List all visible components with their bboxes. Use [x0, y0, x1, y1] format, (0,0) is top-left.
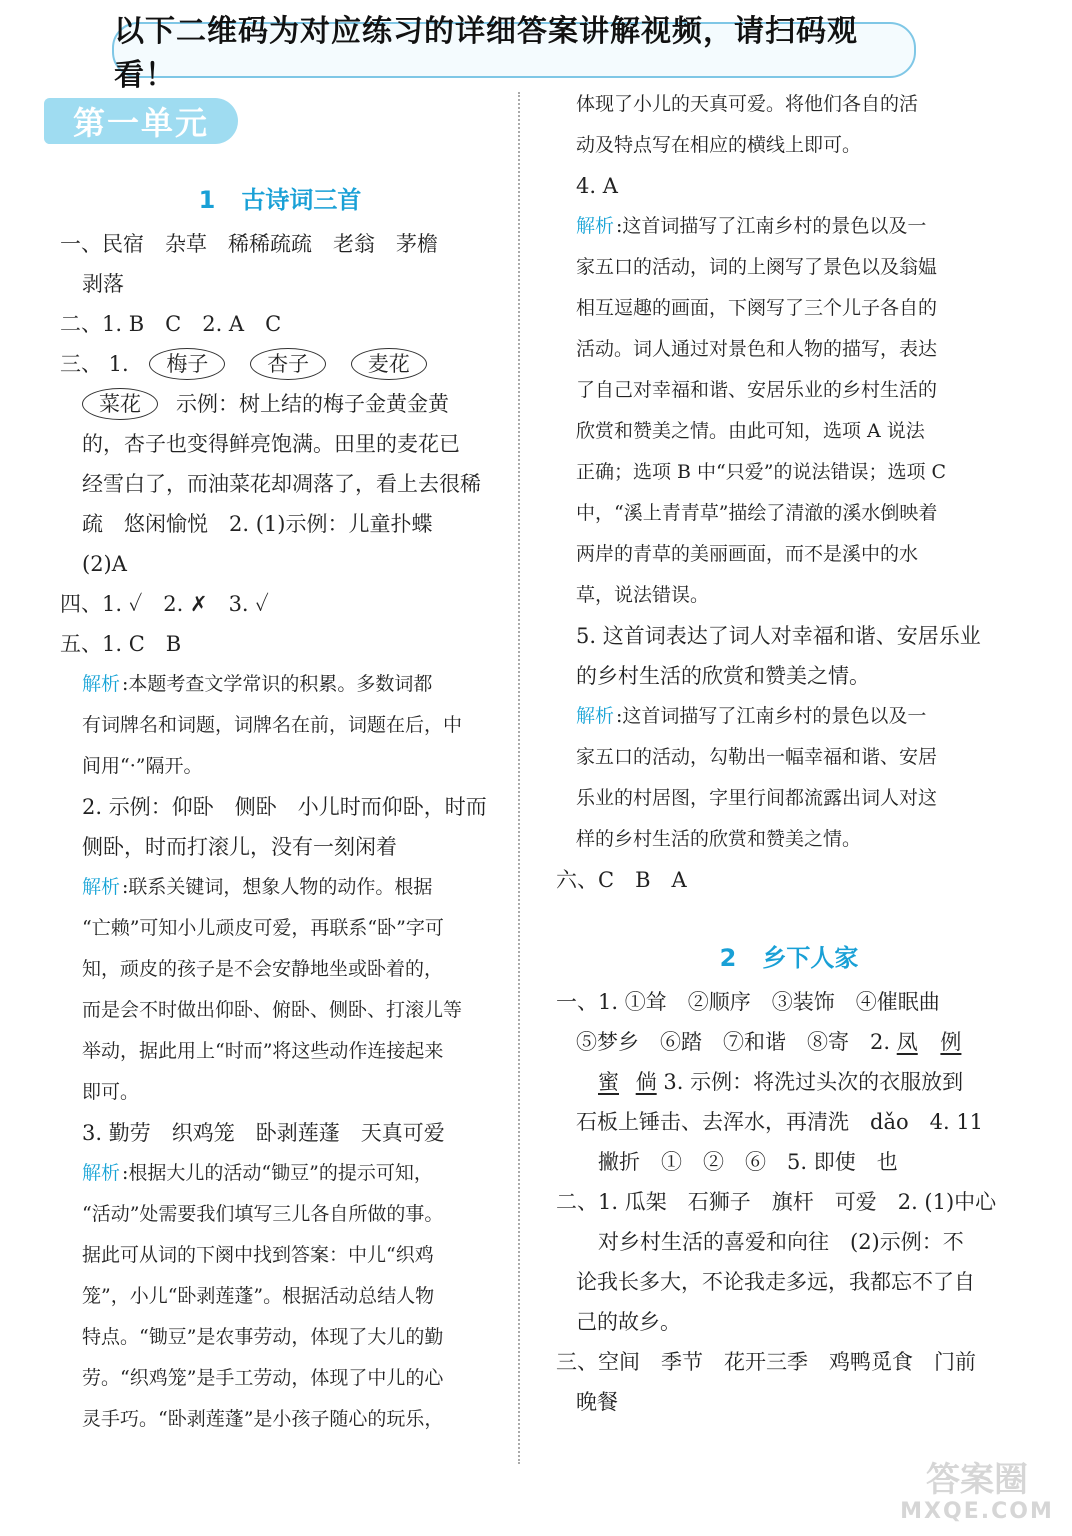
analysis-label: 解析: [576, 215, 615, 237]
answer-line: 4. A: [576, 174, 618, 198]
analysis-label: 解析: [82, 673, 121, 695]
analysis-text: :根据大儿的活动“锄豆”的提示可知，: [122, 1162, 433, 1184]
underlined-char: 倘: [635, 1070, 657, 1094]
answer-line: 四、1. ✓ 2. ✗ 3. ✓: [60, 592, 269, 616]
answer-line: 论我长多大，不论我走多远，我都忘不了自: [576, 1270, 975, 1294]
lesson-number: 1: [198, 186, 216, 214]
analysis-line: 两岸的青草的美丽画面，而不是溪中的水: [576, 543, 919, 565]
analysis-text: :这首词描写了江南乡村的景色以及一: [616, 705, 927, 727]
analysis-line: 草，说法错误。: [576, 584, 710, 606]
analysis-line: 灵手巧。“卧剥莲蓬”是小孩子随心的玩乐，: [82, 1408, 444, 1430]
answer-line: 3. 勤劳 织鸡笼 卧剥莲蓬 天真可爱: [82, 1121, 445, 1145]
answer-line: 经雪白了，而油菜花却凋落了，看上去很稀: [82, 472, 481, 496]
analysis-line: 间用“·”隔开。: [82, 755, 203, 777]
analysis-text: :本题考查文学常识的积累。多数词都: [122, 673, 433, 695]
analysis-line: [60, 867, 500, 908]
analysis-line: [576, 206, 1002, 247]
analysis-line: 特点。“锄豆”是农事劳动，体现了大儿的勤: [82, 1326, 444, 1348]
watermark-url: MXQE.COM: [900, 1499, 1054, 1524]
analysis-text: :这首词描写了江南乡村的景色以及一: [616, 215, 927, 237]
underlined-char: 凤: [896, 1030, 918, 1054]
analysis-line: 即可。: [82, 1081, 140, 1103]
answer-line: 5. 这首词表达了词人对幸福和谐、安居乐业: [576, 624, 981, 648]
answer-line: 对乡村生活的喜爱和向往 (2)示例：不: [598, 1230, 964, 1254]
answer-line: 二、1. 瓜架 石狮子 旗杆 可爱 2. (1)中心: [556, 1190, 997, 1214]
analysis-line: 劳。“织鸡笼”是手工劳动，体现了中儿的心: [82, 1367, 444, 1389]
underlined-char: 蜜: [598, 1070, 619, 1094]
answer-line: 己的故乡。: [576, 1310, 681, 1334]
answer-line: 2. 示例：仰卧 侧卧 小儿时而仰卧，时而: [82, 795, 487, 819]
analysis-line: 体现了小儿的天真可爱。将他们各自的活: [576, 93, 919, 115]
analysis-line: 家五口的活动，词的上阕写了景色以及翁媪: [576, 256, 938, 278]
analysis-line: 而是会不时做出仰卧、俯卧、侧卧、打滚儿等: [82, 999, 463, 1021]
analysis-line: 据此可从词的下阕中找到答案：中儿“织鸡: [82, 1244, 434, 1266]
answer-text: 3. 示例：将洗过头次的衣服放到: [663, 1070, 964, 1094]
left-column: [60, 180, 500, 1440]
analysis-label: 解析: [82, 1162, 121, 1184]
answer-line: [60, 384, 500, 424]
analysis-line: [60, 1153, 500, 1194]
analysis-line: 乐业的村居图，字里行间都流露出词人对这: [576, 787, 938, 809]
analysis-line: “活动”处需要我们填写三儿各自所做的事。: [82, 1203, 444, 1225]
analysis-line: “亡赖”可知小儿顽皮可爱，再联系“卧”字可: [82, 917, 444, 939]
answer-line: 撇折 ① ② ⑥ 5. 即使 也: [598, 1150, 898, 1174]
answer-line: [60, 344, 500, 384]
answer-text: ⑤梦乡 ⑥踏 ⑦和谐 ⑧寄 2.: [576, 1030, 891, 1054]
answer-line: 的，杏子也变得鲜亮饱满。田里的麦花已: [82, 432, 460, 456]
analysis-line: 中，“溪上青青草”描绘了清澈的溪水倒映着: [576, 502, 938, 524]
answer-line: 疏 悠闲愉悦 2. (1)示例：儿童扑蝶: [82, 512, 433, 536]
answer-line: 侧卧，时而打滚儿，没有一刻闲着: [82, 835, 397, 859]
lesson-number: 2: [719, 944, 737, 972]
right-column: [556, 84, 1002, 1422]
lesson-title-text: 古诗词三首: [241, 186, 362, 214]
answer-line: 晚餐: [576, 1390, 618, 1414]
answer-line: 一、民宿 杂草 稀稀疏疏 老翁 茅檐: [60, 232, 438, 256]
answer-line: 剥落: [82, 272, 124, 296]
answer-line: 石板上锤击、去浑水，再清洗 dǎo 4. 11: [576, 1110, 984, 1134]
unit-tag: 第一单元: [44, 98, 238, 144]
answer-line: (2)A: [82, 552, 127, 576]
analysis-line: 了自己对幸福和谐、安居乐业的乡村生活的: [576, 379, 938, 401]
analysis-line: 样的乡村生活的欣赏和赞美之情。: [576, 828, 862, 850]
watermark-logo: [892, 1460, 1062, 1526]
underlined-char: 例: [940, 1030, 962, 1054]
analysis-line: 举动，据此用上“时而”将这些动作连接起来: [82, 1040, 444, 1062]
banner: 以下二维码为对应练习的详细答案讲解视频，请扫码观看！: [112, 22, 916, 78]
analysis-label: 解析: [576, 705, 615, 727]
analysis-line: [60, 664, 500, 705]
answer-line: 的乡村生活的欣赏和赞美之情。: [576, 664, 870, 688]
answer-line: 一、1. ①耸 ②顺序 ③装饰 ④催眠曲: [556, 990, 940, 1014]
answer-line: 二、1. B C 2. A C: [60, 312, 282, 336]
analysis-line: 有词牌名和词题，词牌名在前，词题在后，中: [82, 714, 463, 736]
analysis-label: 解析: [82, 876, 121, 898]
answer-line: 五、1. C B: [60, 632, 182, 656]
circled-word: 麦花: [351, 348, 427, 380]
analysis-line: 动及特点写在相应的横线上即可。: [576, 134, 862, 156]
analysis-line: 笼”，小儿“卧剥莲蓬”。根据活动总结人物: [82, 1285, 435, 1307]
answer-line: 三、空间 季节 花开三季 鸡鸭觅食 门前: [556, 1350, 976, 1374]
lesson-title: [576, 938, 1002, 978]
answer-text: 示例：树上结的梅子金黄金黄: [176, 392, 449, 416]
section-label: 三、 1.: [60, 352, 129, 376]
analysis-line: 相互逗趣的画面，下阕写了三个儿子各自的: [576, 297, 938, 319]
analysis-line: 知，顽皮的孩子是不会安静地坐或卧着的，: [82, 958, 444, 980]
answer-line: 六、C B A: [556, 868, 687, 892]
analysis-line: [576, 696, 1002, 737]
analysis-line: 正确；选项 B 中“只爱”的说法错误；选项 C: [576, 461, 947, 483]
analysis-line: 欣赏和赞美之情。由此可知，选项 A 说法: [576, 420, 925, 442]
answer-line: [576, 1062, 1002, 1102]
lesson-title-text: 乡下人家: [762, 944, 859, 972]
lesson-title: [60, 180, 500, 220]
column-divider: [518, 92, 520, 1464]
circled-word: 菜花: [82, 388, 158, 420]
watermark-text: 答案圈: [926, 1460, 1028, 1500]
analysis-line: 家五口的活动，勾勒出一幅幸福和谐、安居: [576, 746, 938, 768]
circled-word: 梅子: [149, 348, 225, 380]
analysis-text: :联系关键词，想象人物的动作。根据: [122, 876, 433, 898]
analysis-line: 活动。词人通过对景色和人物的描写，表达: [576, 338, 938, 360]
circled-word: 杏子: [250, 348, 326, 380]
answer-line: [576, 1022, 1002, 1062]
